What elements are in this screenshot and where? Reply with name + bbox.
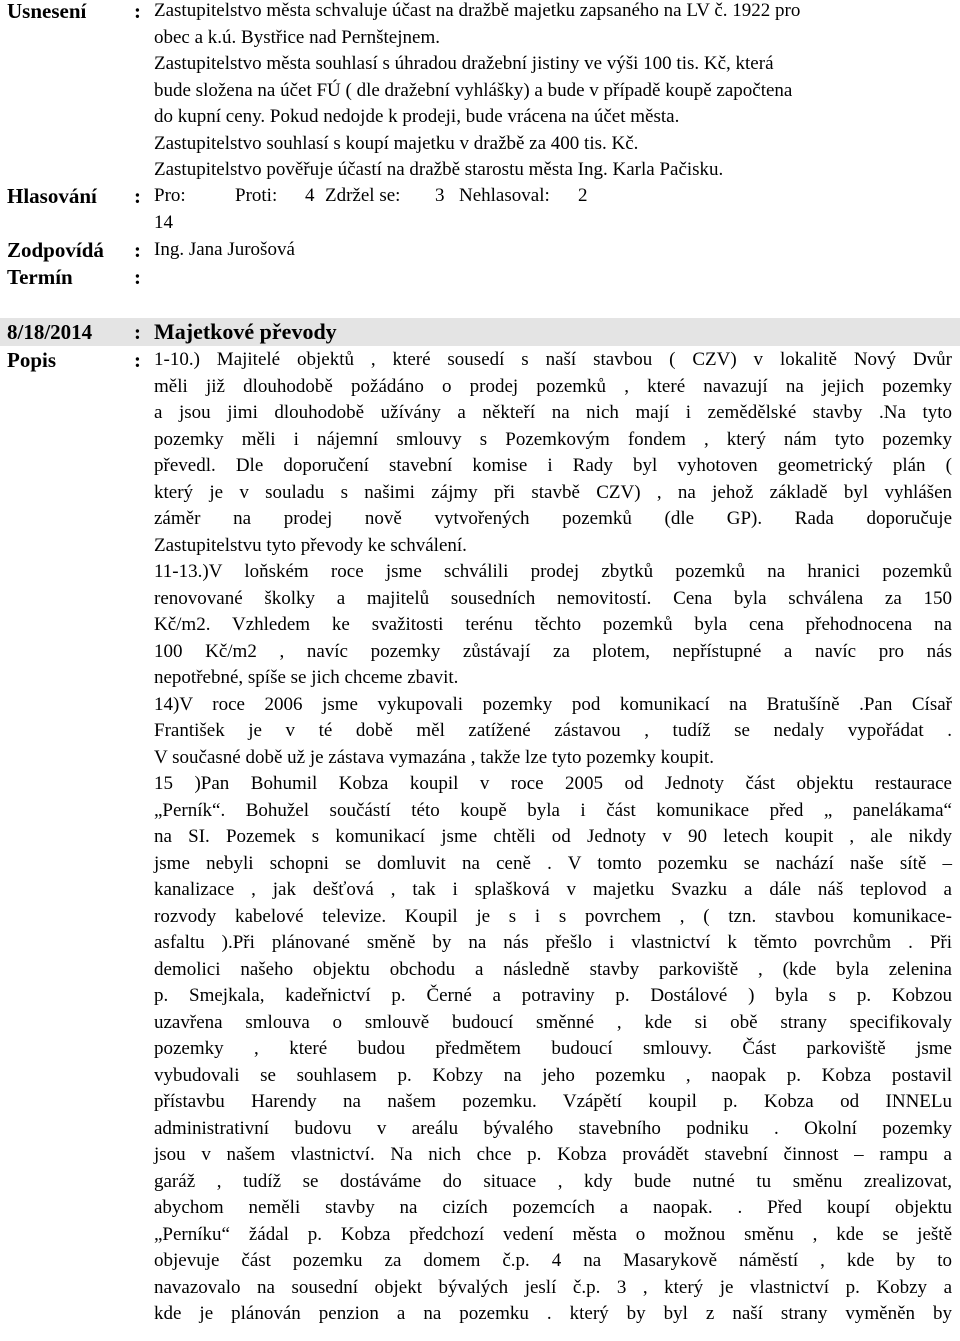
popis-line: „Perníku“ žádal p. Kobza předchozí vedení města o možnou směnu , kde se ještě: [154, 1223, 952, 1245]
termin-colon: :: [134, 265, 141, 289]
popis-line: objevuje část pozemku za domem č.p. 4 na Masarykově náměstí , kde by to: [154, 1250, 952, 1271]
popis-colon: :: [134, 348, 141, 372]
vote-results: [154, 183, 952, 236]
popis-line: garáž , tudíž se dostáváme do situace , kdy bude nutné tu směnu zrealizovat,: [154, 1170, 952, 1192]
vote-nehlasoval-label: Nehlasoval:: [459, 185, 550, 206]
popis-line: asfaltu ).Při plánované směně by na nás přešlo i vlastnictví k těmto povrchům . Při: [154, 932, 952, 953]
popis-line: který je v souladu s našimi zájmy při stavbě CZV) , na jehož základě byl vyhlášen: [154, 481, 952, 503]
hlasovani-colon: :: [134, 184, 141, 208]
popis-line: 11-13.)V loňském roce jsme schválili prodej zbytků pozemků na hranici pozemků: [154, 561, 952, 582]
popis-line: jsou v našem vlastnictví. Na nich chce p. Kobza provádět stavební činnost – rampu a: [154, 1144, 952, 1165]
popis-line: jsme nebyli schopni se domluvit na ceně . V tomto pozemku se nachází naše sítě –: [154, 852, 952, 874]
popis-line: přístavbu Harendy na našem pozemku. Vzápětí koupil p. Kobza od INNELu: [154, 1091, 952, 1112]
zodpovida-value: Ing. Jana Jurošová: [154, 239, 295, 260]
popis-line: p. Smejkala, kadeřnictví p. Černé a potraviny p. Dostálové ) byla s p. Kobzou: [154, 985, 952, 1006]
usneseni-line: Zastupitelstvo města souhlasí s úhradou dražební jistiny ve výši 100 tis. Kč, která: [154, 53, 774, 74]
popis-line: 1-10.) Majitelé objektů , které sousedí s naší stavbou ( CZV) v lokalitě Nový Dvůr: [154, 349, 952, 370]
popis-line: měli již dlouhodobě požádáno o prodej pozemků , které navazují na jejich pozemky: [154, 375, 952, 397]
popis-line: navazovalo na sousední objekt bývalých jeslí č.p. 3 , který je vlastnictví p. Kobzy a: [154, 1276, 952, 1298]
popis-line: „Perník“. Bohužel součástí této koupě byla i část komunikace před „ panelákama“: [154, 799, 952, 821]
popis-line: Zastupitelstvu tyto převody ke schválení.: [154, 534, 467, 556]
popis-line: 14)V roce 2006 jsme vykupovali pozemky pod komunikací na Bratušíně .Pan Císař: [154, 693, 952, 715]
usneseni-line: do kupní ceny. Pokud nedojde k prodeji, bude vrácena na účet města.: [154, 106, 680, 127]
popis-line: František je v té době měl zatížené zástavou , tudíž se nedaly vypořádat .: [154, 720, 952, 741]
popis-line: záměr na prodej nově vytvořených pozemků (dle GP). Rada doporučuje: [154, 508, 952, 529]
usneseni-line: bude složena na účet FÚ ( dle dražební vyhlášky) a bude v případě koupě započtena: [154, 79, 793, 101]
popis-line: a jsou jimi dlouhodobě užívány a někteří na nich mají i zemědělské stavby .Na tyto: [154, 402, 952, 423]
vote-nehlasoval-value: 2: [578, 185, 588, 206]
zodpovida-label: Zodpovídá: [7, 238, 104, 262]
popis-line: rozvody kabelové televize. Koupil je s i s povrchem , ( tzn. stavbou komunikace-: [154, 905, 952, 927]
popis-label: Popis: [7, 348, 57, 372]
popis-line: na SI. Pozemek s komunikací jsme chtěli od Jednoty v 90 letech koupit , ale nikdy: [154, 826, 952, 847]
usneseni-label: Usnesení: [7, 0, 87, 23]
usneseni-line: Zastupitelstvo souhlasí s koupí majetku v dražbě za 400 tis. Kč.: [154, 132, 639, 154]
popis-line: kanalizace , jak dešťová , tak i splašková v majetku Svazku a dále náš teplovod a: [154, 879, 952, 900]
popis-line: uzavřena smlouva o smlouvě budoucí směnné , kde si obě strany specifikovaly: [154, 1011, 952, 1033]
vote-zdrzel-value: 3: [435, 185, 445, 206]
popis-line: renovované školky a majitelů sousedních nemovitostí. Cena byla schválena za 150: [154, 587, 952, 609]
vote-proti-value: 4: [305, 185, 315, 206]
vote-pro-label: Pro:: [154, 185, 186, 206]
popis-line: demolici našeho objektu obchodu a následně stavby parkoviště , (kde byla zelenina: [154, 958, 952, 980]
popis-line: pozemky , které budou předmětem budoucí smlouvy. Část parkoviště jsme: [154, 1038, 952, 1059]
popis-line: V současné době už je zástava vymazána , takže lze tyto pozemky koupit.: [154, 746, 714, 768]
vote-pro-value: 14: [154, 211, 173, 233]
vote-proti-label: Proti:: [235, 185, 278, 206]
usneseni-line: Zastupitelstvo města schvaluje účast na dražbě majetku zapsaného na LV č. 1922 pro: [154, 0, 801, 21]
usneseni-colon: :: [134, 0, 141, 23]
popis-text: [154, 347, 952, 1328]
popis-line: kde je plánován penzion a na pozemku . který by byl z naší strany vyměněn by: [154, 1303, 952, 1324]
popis-line: Kč/m2. Vzhledem ke svažitosti terénu těchto pozemků byla cena přehodnocena na: [154, 614, 952, 635]
hlasovani-label: Hlasování: [7, 184, 97, 208]
popis-line: vybudovali se souhlasem p. Kobzy na jeho pozemku , naopak p. Kobza postavil: [154, 1064, 952, 1086]
usneseni-text: [154, 0, 952, 184]
vote-zdrzel-label: Zdržel se:: [325, 185, 401, 206]
usneseni-line: obec a k.ú. Bystřice nad Pernštejnem.: [154, 26, 440, 48]
popis-line: pozemky měli i nájemní smlouvy s Pozemkovým fondem , který nám tyto pozemky: [154, 428, 952, 450]
section-header: [0, 318, 960, 346]
popis-line: nepotřebné, spíše se jich chceme zbavit.: [154, 667, 459, 688]
popis-line: abychom neměli stavby na cizích pozemcích a naopak. . Před koupí objektu: [154, 1197, 952, 1218]
popis-line: 100 Kč/m2 , navíc pozemky zůstávají za plotem, nepřístupné a navíc pro nás: [154, 640, 952, 662]
termin-label: Termín: [7, 265, 73, 289]
section-colon: :: [134, 320, 141, 344]
zodpovida-colon: :: [134, 238, 141, 262]
popis-line: převedl. Dle doporučení stavební komise i Rady byl vyhotoven geometrický plán (: [154, 455, 952, 476]
section-number: 8/18/2014: [7, 320, 93, 344]
popis-line: administrativní budovu v areálu bývalého stavebního podniku . Okolní pozemky: [154, 1117, 952, 1139]
popis-line: 15 )Pan Bohumil Kobza koupil v roce 2005 od Jednoty část objektu restaurace: [154, 773, 952, 794]
usneseni-line: Zastupitelstvo pověřuje účastí na dražbě starostu města Ing. Karla Pačisku.: [154, 159, 724, 180]
section-title: Majetkové převody: [154, 319, 337, 344]
